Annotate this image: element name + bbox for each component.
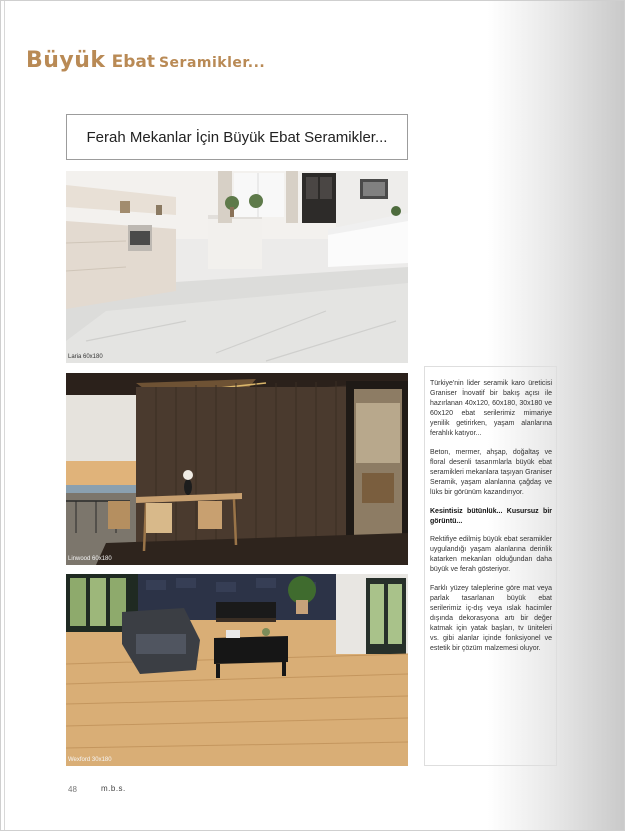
article-heading: Ferah Mekanlar İçin Büyük Ebat Seramikler...	[86, 128, 388, 146]
magazine-brand: m.b.s.	[101, 784, 126, 793]
article-paragraph: Farklı yüzey taleplerine göre mat veya parlak tasarlanan büyük ebat serilerimiz iç-dış veya ıslak hacimler dışında dekorasyona artı bir değer katmak için yatak başları, tv üniteleri vs. gibi alanlar içinde fonksiyonel ve estetik bir çözüm malzemesi oluyor.	[430, 585, 552, 652]
page-number: 48	[68, 785, 77, 794]
section-title-word2: Ebat	[111, 52, 155, 72]
gutter-line	[4, 0, 5, 831]
dining-image	[66, 373, 408, 565]
article-paragraph: Türkiye'nin lider seramik karo üreticisi Graniser İnovatif bir bakış açısı ile hazırlanan 40x120, 60x180, 30x180 ve 60x120 ebat serilerimiz mimariye yenilik getirirken, yaşam alanlarına ferahlık katıyor...	[430, 380, 552, 437]
photo-laria-kitchen	[66, 171, 408, 363]
article-text-column	[424, 366, 557, 766]
article-subheading: Kesintisiz bütünlük... Kusursuz bir görüntü...	[430, 508, 552, 525]
article-paragraph: Rektifiye edilmiş büyük ebat seramikler uygulandığı yaşam alanlarına derinlik katarken mekanları olduğundan daha büyük ve ferah gösteriyor.	[430, 536, 552, 573]
section-title-word1: Büyük	[26, 48, 106, 73]
section-title	[26, 48, 265, 73]
article-paragraph: Beton, mermer, ahşap, doğaltaş ve floral desenli tasarımlarla büyük ebat seramikleri mekanlara taşıyan Graniser Seramik, yaşam alanlarına çağdaş ve lüks bir görünüm kazandırıyor.	[430, 449, 552, 496]
photo-wexford-living	[66, 574, 408, 766]
photo-caption: Wexford 30x180	[68, 757, 112, 763]
photo-caption: Linwood 60x180	[68, 556, 112, 562]
section-title-word3: Seramikler...	[158, 55, 266, 71]
living-image	[66, 574, 408, 766]
photo-caption: Laria 60x180	[68, 354, 103, 360]
photo-linwood-dining	[66, 373, 408, 565]
heading-box	[66, 114, 408, 160]
kitchen-image	[66, 171, 408, 363]
